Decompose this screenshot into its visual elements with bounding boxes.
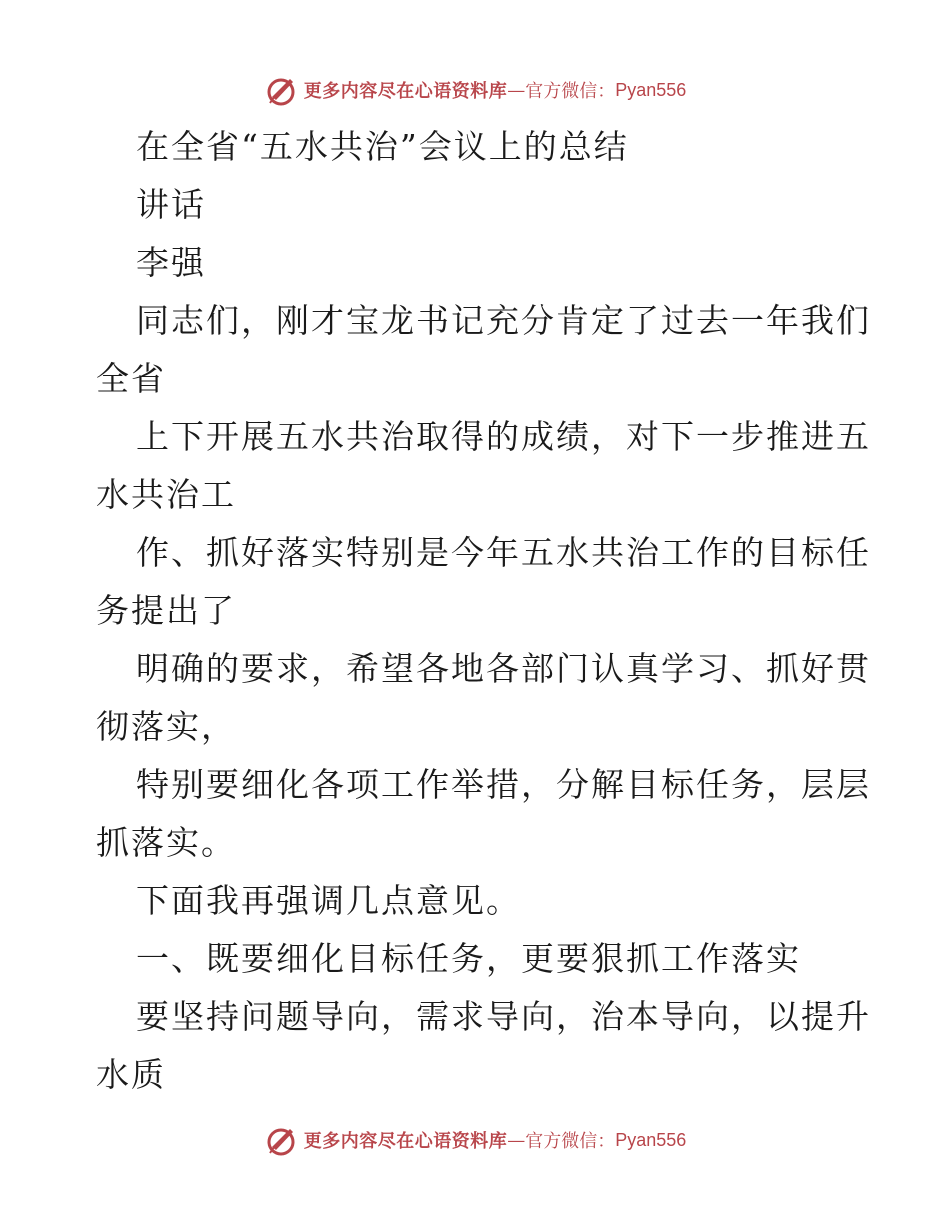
- banner-suffix: 官方微信：: [525, 1131, 616, 1152]
- paragraph-line: 水质: [96, 1055, 166, 1094]
- paragraph-line: 全省: [96, 359, 166, 398]
- quill-pen-logo-icon: [264, 1123, 298, 1157]
- footer-banner: [0, 1120, 950, 1160]
- banner-wechat-id: Pyan556: [615, 1129, 687, 1150]
- paragraph-line: 特别要细化各项工作举措，分解目标任务，层层: [136, 765, 871, 804]
- banner-text: 更多内容尽在心语资料库: [303, 81, 508, 102]
- quill-pen-logo-icon: [264, 73, 298, 107]
- banner-dash: —: [507, 1129, 526, 1151]
- banner-text: 更多内容尽在心语资料库: [303, 1131, 508, 1152]
- paragraph-line: 上下开展五水共治取得的成绩，对下一步推进五: [136, 417, 871, 456]
- banner-dash: —: [507, 79, 526, 101]
- doc-title-cont: 讲话: [136, 185, 206, 224]
- doc-title: 在全省“五水共治”会议上的总结: [136, 127, 629, 166]
- paragraph-line: 彻落实，: [96, 707, 236, 746]
- banner-wechat-id: Pyan556: [615, 79, 687, 100]
- doc-author: 李强: [136, 243, 206, 282]
- paragraph-line: 水共治工: [96, 475, 236, 514]
- paragraph-line: 务提出了: [96, 591, 236, 630]
- paragraph-line: 同志们，刚才宝龙书记充分肯定了过去一年我们: [136, 301, 871, 340]
- banner-suffix: 官方微信：: [525, 81, 616, 102]
- section-heading: 一、既要细化目标任务，更要狠抓工作落实: [136, 939, 801, 978]
- document-body: [96, 118, 871, 1104]
- paragraph-line: 作、抓好落实特别是今年五水共治工作的目标任: [136, 533, 871, 572]
- paragraph-line: 要坚持问题导向，需求导向，治本导向，以提升: [136, 997, 871, 1036]
- paragraph-line: 下面我再强调几点意见。: [136, 881, 521, 920]
- paragraph-line: 抓落实。: [96, 823, 236, 862]
- header-banner: [0, 70, 950, 110]
- paragraph-line: 明确的要求，希望各地各部门认真学习、抓好贯: [136, 649, 871, 688]
